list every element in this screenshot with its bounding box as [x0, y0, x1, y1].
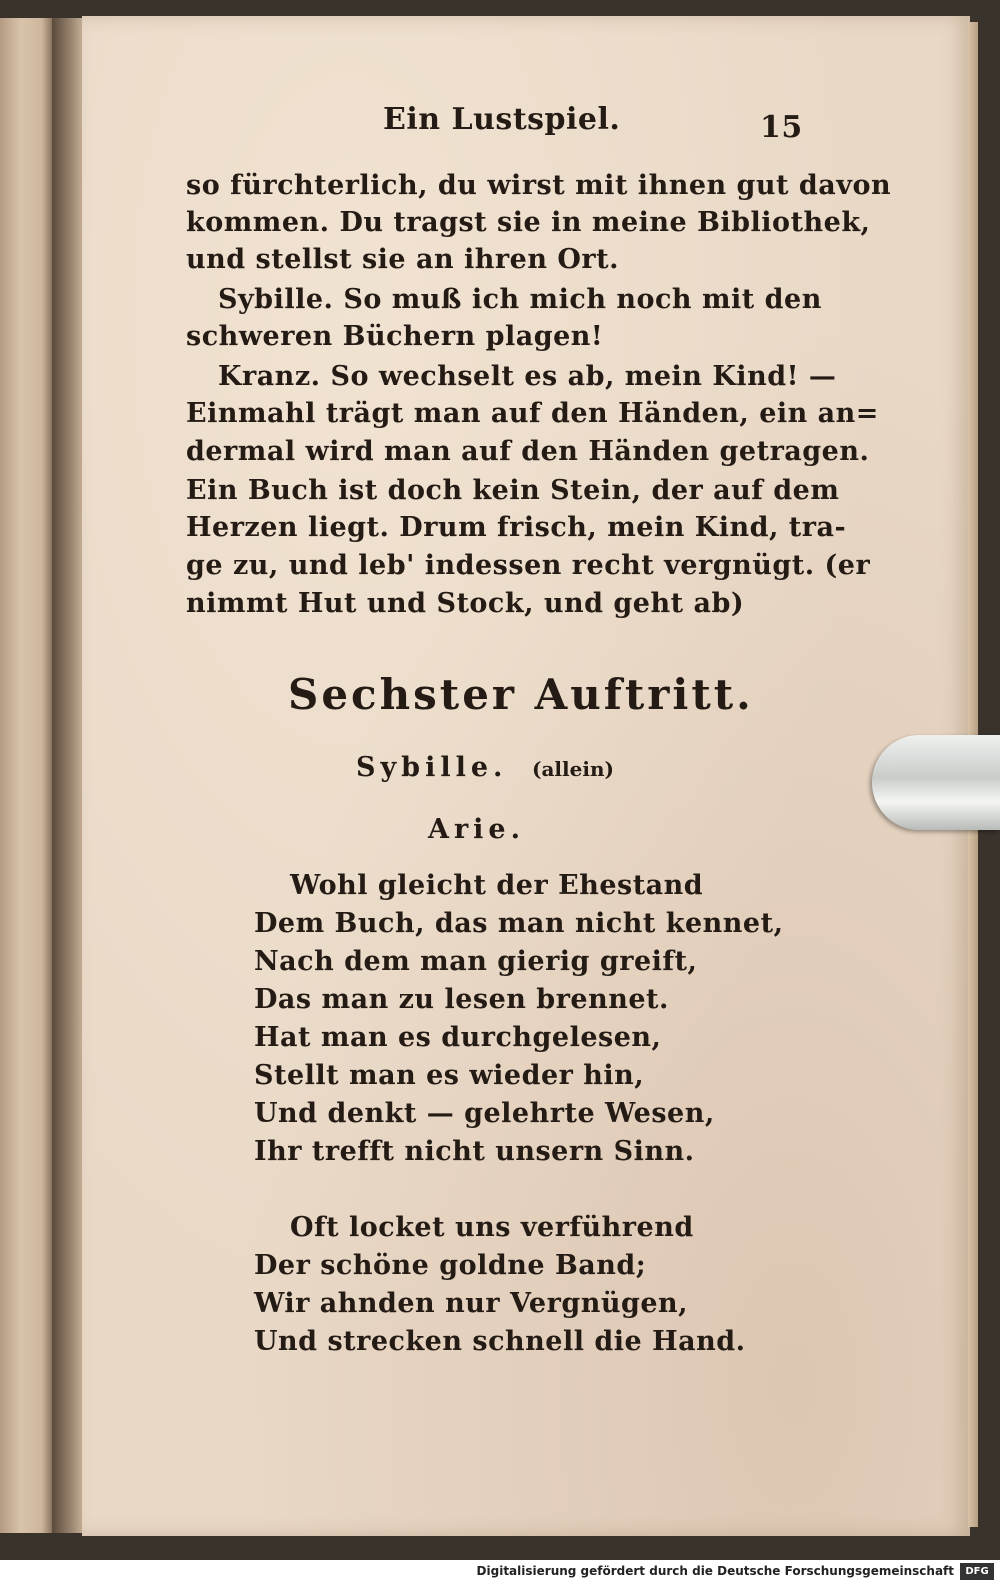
- aria-label: Arie.: [428, 814, 526, 845]
- verse-line: Das man zu lesen brennet.: [254, 984, 669, 1015]
- prose-line: schweren Büchern plagen!: [186, 321, 604, 352]
- character-name: Sybille.: [356, 752, 508, 783]
- prose-line: Sybille. So muß ich mich noch mit den: [218, 284, 822, 315]
- verse-line: Nach dem man gierig greift,: [254, 946, 698, 977]
- prose-line: und stellst sie an ihren Ort.: [186, 244, 619, 275]
- running-title: Ein Lustspiel.: [383, 102, 621, 137]
- facing-page-edge: [0, 18, 54, 1533]
- dfg-logo: DFG: [960, 1563, 994, 1580]
- prose-line: so fürchterlich, du wirst mit ihnen gut davon: [186, 170, 892, 201]
- verse-line: Stellt man es wieder hin,: [254, 1060, 645, 1091]
- verse-line: Ihr trefft nicht unsern Sinn.: [254, 1136, 695, 1167]
- verse-line: Und strecken schnell die Hand.: [254, 1326, 746, 1357]
- scene-title: Sechster Auftritt.: [288, 670, 754, 719]
- page-clip: [872, 735, 1000, 830]
- footer-bar: [0, 1560, 1000, 1585]
- prose-line: nimmt Hut und Stock, und geht ab): [186, 588, 745, 619]
- book-gutter: [52, 18, 84, 1533]
- prose-line: kommen. Du tragst sie in meine Bibliothek,: [186, 207, 871, 238]
- funding-credit: Digitalisierung gefördert durch die Deutsche Forschungsgemeinschaft: [476, 1564, 954, 1578]
- verse-line: Dem Buch, das man nicht kennet,: [254, 908, 784, 939]
- prose-line: Herzen liegt. Drum frisch, mein Kind, tra-: [186, 512, 847, 543]
- prose-line: dermal wird man auf den Händen getragen.: [186, 436, 870, 467]
- verse-line: Hat man es durchgelesen,: [254, 1022, 662, 1053]
- prose-line: Einmahl trägt man auf den Händen, ein an=: [186, 398, 879, 429]
- verse-line: Der schöne goldne Band;: [254, 1250, 647, 1281]
- verse-line: Wir ahnden nur Vergnügen,: [254, 1288, 689, 1319]
- verse-line: Oft locket uns verführend: [290, 1212, 694, 1243]
- prose-line: Kranz. So wechselt es ab, mein Kind! —: [218, 361, 837, 392]
- prose-line: Ein Buch ist doch kein Stein, der auf dem: [186, 475, 840, 506]
- prose-line: ge zu, und leb' indessen recht vergnügt. (er: [186, 550, 871, 581]
- verse-line: Und denkt — gelehrte Wesen,: [254, 1098, 715, 1129]
- stage-direction: (allein): [532, 757, 614, 781]
- verse-line: Wohl gleicht der Ehestand: [290, 870, 704, 901]
- page-number: 15: [760, 110, 803, 145]
